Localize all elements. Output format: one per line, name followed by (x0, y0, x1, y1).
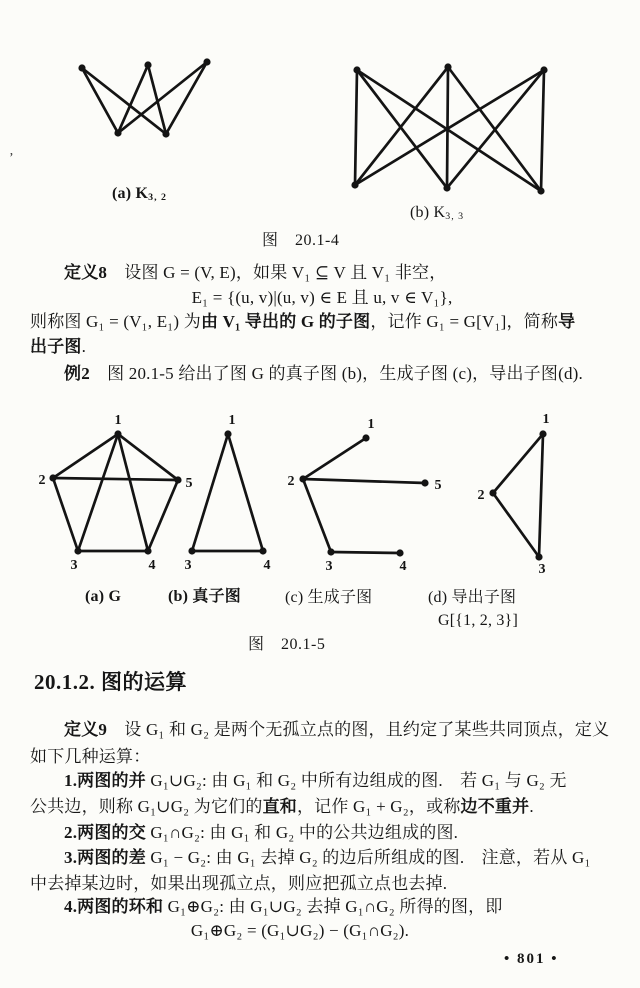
svg-text:2: 2 (38, 473, 46, 488)
graph-spanning-subgraph (288, 417, 442, 574)
graph-k33-bipartite (351, 63, 547, 194)
svg-text:3: 3 (184, 558, 192, 573)
definition8-line4: 出子图. (30, 337, 87, 356)
operation4-ringsum-line1: 4.两图的环和 G₁⊕G₂: 由 G₁∪G₂ 去掉 G₁∩G₂ 所得的图，即 (64, 897, 503, 916)
fig4-label-a: (a) $K_{3, 2}$ (112, 185, 167, 204)
svg-text:1: 1 (228, 413, 236, 428)
definition8-formula: E₁ = {(u, v)|(u, v) ∈ E 且 u, v ∈ V₁}, (191, 288, 453, 307)
operation1-union-line1: 1.两图的并 G₁∪G₂: 由 G₁ 和 G₂ 中所有边组成的图. 若 G₁ 与 G₂ 无 (64, 771, 567, 790)
graph-proper-subgraph (185, 413, 271, 573)
graph-induced-subgraph (478, 412, 550, 577)
page-number: • 801 • (504, 951, 559, 967)
operation2-intersection: 2.两图的交 G₁∩G₂: 由 G₁ 和 G₂ 中的公共边组成的图. (64, 823, 459, 842)
fig5-label-a: (a) G (85, 588, 122, 605)
definition9-line2: 如下几种运算： (30, 747, 151, 766)
fig5-label-b: (b) 真子图 (168, 588, 241, 605)
operation4-ringsum-formula: G₁⊕G₂ = (G₁∪G₂) − (G₁∩G₂). (190, 921, 410, 940)
definition8-line3: 则称图 G₁ = (V₁, E₁) 为由 V₁ 导出的 G 的子图，记作 G₁ = G[V₁]，简称导 (30, 312, 576, 331)
definition8-line1: 定义8 设图 G = (V, E)，如果 V₁ ⊆ V 且 V₁ 非空， (64, 263, 447, 282)
definition9-line1: 定义9 设 G₁ 和 G₂ 是两个无孤立点的图，且约定了某些共同顶点，定义 (64, 720, 610, 739)
svg-text:5: 5 (434, 478, 442, 493)
svg-text:2: 2 (287, 474, 295, 489)
svg-text:3: 3 (325, 559, 333, 574)
fig5-label-d-set: G[{1, 2, 3}] (438, 612, 518, 629)
graph-g-pentagon (39, 413, 193, 573)
fig4-caption: 图 20.1-4 (262, 232, 340, 249)
svg-text:1: 1 (367, 417, 375, 432)
operation3-difference-line1: 3.两图的差 G₁ − G₂: 由 G₁ 去掉 G₂ 的边后所组成的图. 注意，若从 G₁ (64, 848, 591, 867)
svg-text:5: 5 (185, 476, 193, 491)
operation3-difference-line2: 中去掉某边时，如果出现孤立点，则应把孤立点也去掉. (30, 874, 448, 893)
fig5-label-d: (d) 导出子图 (428, 589, 517, 606)
svg-text:2: 2 (477, 488, 485, 503)
example2-line: 例2 图 20.1-5 给出了图 G 的真子图 (b)，生成子图 (c)，导出子图(d). (64, 364, 583, 383)
section-heading: 20.1.2. 图的运算 (34, 670, 187, 694)
svg-text:1: 1 (542, 412, 550, 427)
stray-mark: ’ (9, 151, 14, 166)
svg-text:4: 4 (263, 558, 271, 573)
svg-text:3: 3 (70, 558, 78, 573)
svg-text:3: 3 (538, 562, 546, 577)
fig4-label-b: (b) $K_{3, 3}$ (410, 204, 465, 223)
svg-text:1: 1 (114, 413, 122, 428)
graph-k32-bipartite (78, 58, 210, 137)
svg-text:4: 4 (399, 559, 407, 574)
fig5-caption: 图 20.1-5 (248, 636, 326, 653)
fig5-label-c: (c) 生成子图 (285, 589, 373, 606)
operation1-union-line2: 公共边，则称 G₁∪G₂ 为它们的直和，记作 G₁ + G₂，或称边不重并. (30, 797, 534, 816)
svg-text:4: 4 (148, 558, 156, 573)
